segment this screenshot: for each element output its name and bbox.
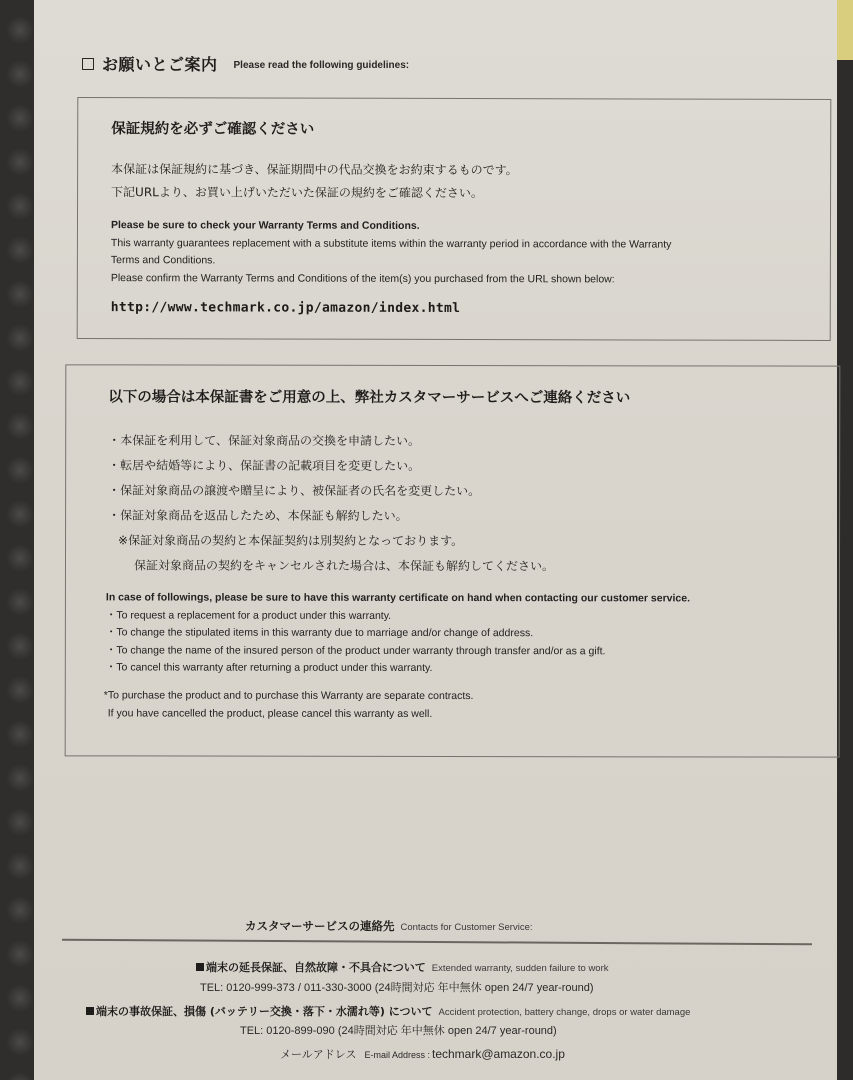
section1-en-line: Terms and Conditions. <box>110 254 216 267</box>
contact-phone-accident: TEL: 0120-899-090 (24時間対応 年中無休 open 24/7 year-round) <box>240 1025 557 1037</box>
section1-en-line: Please be sure to check your Warranty Terms and Conditions. <box>110 219 420 232</box>
section2-en-bullet: ・To change the name of the insured person of the product under warranty through transfer and/or as a gift. <box>105 643 606 657</box>
header-title-jp: お願いとご案内 <box>102 55 218 74</box>
guidelines-header <box>82 52 409 75</box>
section2-en-note: If you have cancelled the product, please cancel this warranty as well. <box>107 706 433 720</box>
contact-label-en: Extended warranty, sudden failure to work <box>431 963 609 974</box>
section1-en-line: This warranty guarantees replacement with a substitute items within the warranty period in accordance with the Warranty <box>110 236 672 251</box>
email-address-link[interactable]: techmark@amazon.co.jp <box>431 1047 565 1061</box>
header-title-en: Please read the following guidelines: <box>233 60 410 71</box>
yellow-note-edge <box>837 0 853 62</box>
section2-en-text <box>106 589 826 678</box>
section1-en-line: Please confirm the Warranty Terms and Conditions of the item(s) you purchased from the URL shown below: <box>110 271 615 285</box>
section2-jp-bullet: ・保証対象商品を返品したため、本保証も解約したい。 <box>108 508 408 523</box>
warranty-terms-url-link[interactable]: http://www.techmark.co.jp/amazon/index.html <box>110 300 461 317</box>
section2-jp-bullets <box>108 428 554 579</box>
contacts-divider <box>62 939 812 945</box>
email-label-en: E-mail Address : <box>364 1050 430 1060</box>
contact-accident-protection <box>86 1003 690 1019</box>
section2-jp-note: ※保証対象商品の契約と本保証契約は別契約となっております。 <box>118 533 464 549</box>
section1-jp-line: 下記URLより、お買い上げいただいた保証の規約をご確認ください。 <box>111 185 483 201</box>
warranty-document-page <box>34 0 837 1080</box>
contact-extended-warranty <box>196 959 609 975</box>
black-square-bullet-icon <box>196 963 204 971</box>
section2-title: 以下の場合は本保証書をご用意の上、弊社カスタマーサービスへご連絡ください <box>108 389 631 407</box>
section1-en-text <box>111 217 811 289</box>
contact-phone-extended: TEL: 0120-999-373 / 011-330-3000 (24時間対応 年中無休 open 24/7 year-round) <box>200 982 594 994</box>
section2-jp-bullet: ・転居や結婚等により、保証書の記載項目を変更したい。 <box>108 458 421 473</box>
contacts-title-en: Contacts for Customer Service: <box>400 922 533 933</box>
section2-jp-note: 保証対象商品の契約をキャンセルされた場合は、本保証も解約してください。 <box>133 558 555 574</box>
section2-en-note: *To purchase the product and to purchase this Warranty are separate contracts. <box>103 689 474 703</box>
section2-jp-bullet: ・保証対象商品の譲渡や贈呈により、被保証者の氏名を変更したい。 <box>108 483 481 499</box>
contacts-title-jp: カスタマーサービスの連絡先 <box>245 919 395 933</box>
section1-jp-text <box>111 158 518 205</box>
section1-title: 保証規約を必ずご確認ください <box>111 121 315 138</box>
black-square-bullet-icon <box>86 1007 94 1015</box>
warranty-terms-box <box>77 97 832 341</box>
section1-jp-line: 本保証は保証規約に基づき、保証期間中の代品交換をお約束するものです。 <box>111 162 518 178</box>
contact-label-jp: 端末の事故保証、損傷 (バッテリー交換・落下・水濡れ等) について <box>96 1005 433 1018</box>
section2-jp-bullet: ・本保証を利用して、保証対象商品の交換を申請したい。 <box>108 433 420 448</box>
contact-label-jp: 端末の延長保証、自然故障・不具合について <box>206 961 426 974</box>
contact-label-en: Accident protection, battery change, drops or water damage <box>438 1007 691 1018</box>
section2-en-bullet: ・To cancel this warranty after returning a product under this warranty. <box>105 661 433 674</box>
contact-email <box>280 1046 565 1062</box>
section2-en-notes <box>104 687 824 723</box>
email-label-jp: メールアドレス <box>280 1048 357 1061</box>
background-surface-left <box>0 0 36 1080</box>
section2-en-bullet: ・To change the stipulated items in this warranty due to marriage and/or change of address. <box>105 626 534 640</box>
checkbox-icon <box>82 58 94 70</box>
section2-en-intro: In case of followings, please be sure to have this warranty certificate on hand when contacting our customer service. <box>105 591 691 605</box>
contacts-heading <box>245 918 533 934</box>
section2-en-bullet: ・To request a replacement for a product under this warranty. <box>105 608 392 622</box>
contact-conditions-box <box>65 364 841 757</box>
